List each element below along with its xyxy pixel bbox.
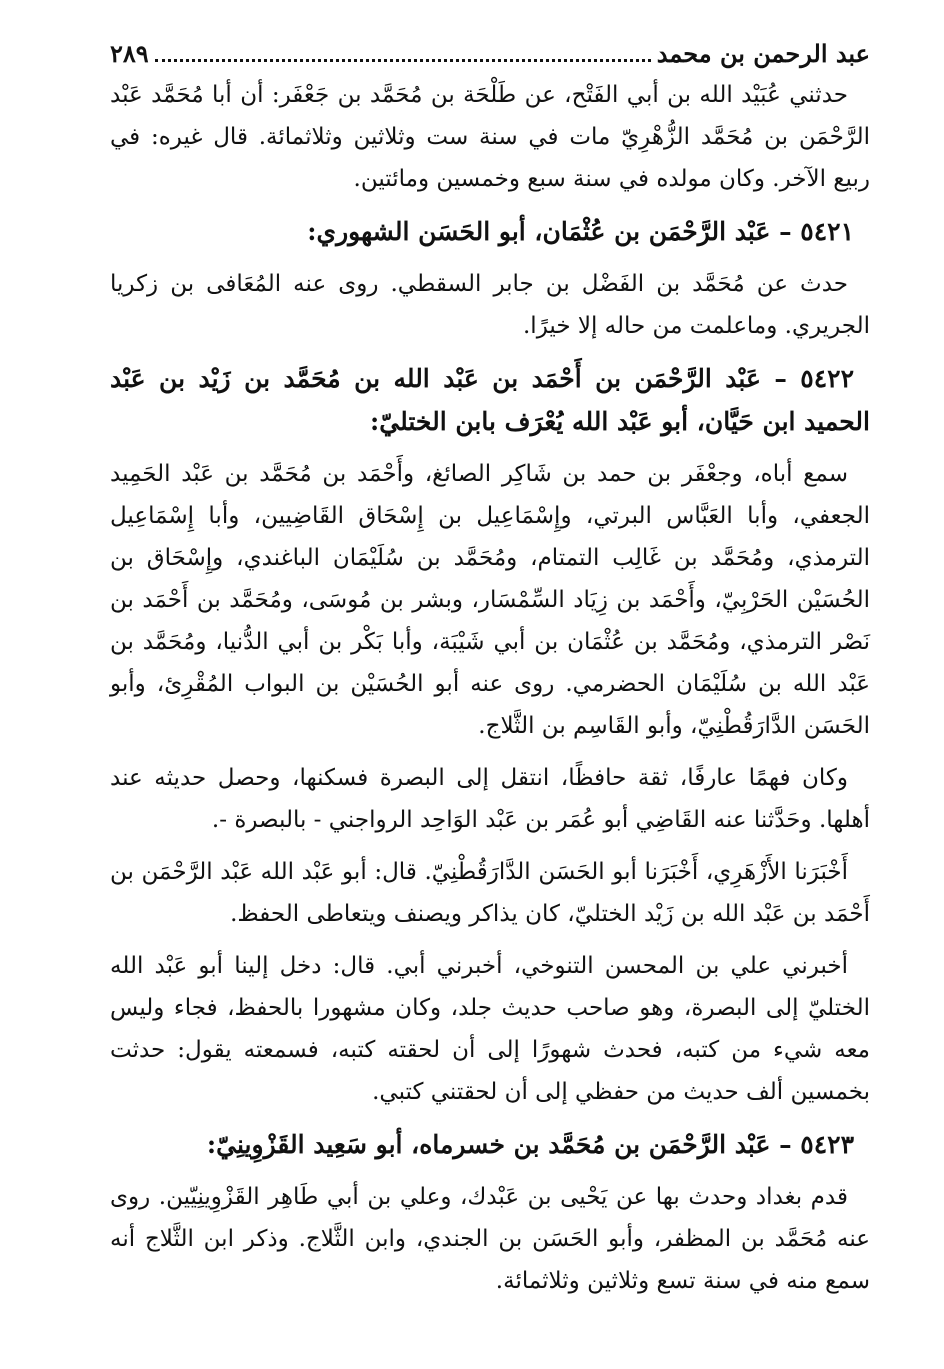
paragraph-5: أَخْبَرَنا الأَزْهَرِي، أَخْبَرَنا أبو الحَسَن الدَّارَقُطْنِيّ. قال: أبو عَبْد الله عَبْد الرَّحْمَن بن أَحْمَد بن عَبْد الله بن زَيْد الختليّ، كان يذاكر ويصنف ويتعاطى الحفظ.	[110, 859, 870, 927]
paragraph-7: قدم بغداد وحدث بها عن يَحْيى بن عَبْدك، وعلي بن أبي طَاهِر القَزْوِينِيّين. روى عنه مُحَمَّد بن المظفر، وأبو الحَسَن بن الجندي، وابن الثَّلاج. وذكر ابن الثَّلاج أنه سمع منه في سنة تسع وثلاثين وثلاثمائة.	[110, 1184, 870, 1294]
entry-title-5422: ٥٤٢٢ – عَبْد الرَّحْمَن بن أَحْمَد بن عَبْد الله بن مُحَمَّد بن زَيْد بن عَبْد الحميد ابن حَيَّان، أبو عَبْد الله يُعْرَف بابن الختليّ:	[110, 364, 870, 436]
paragraph-6: أخبرني علي بن المحسن التنوخي، أخبرني أبي. قال: دخل إلينا أبو عَبْد الله الختليّ إلى البصرة، وهو صاحب حديث جلد، وكان مشهورا بالحفظ، فجاء وليس معه شيء من كتبه، فحدث شهورًا إلى أن لحقته كتبه، فسمعته يقول: حدثت بخمسين ألف حديث من حفظي إلى أن لحقتني كتبي.	[110, 953, 870, 1105]
running-title: عبد الرحمن بن محمد	[656, 39, 870, 68]
paragraph-4: وكان فهمًا عارفًا، ثقة حافظًا، انتقل إلى البصرة فسكنها، وحصل حديثه عند أهلها. وحَدَّثنا عنه القَاضِي أبو عُمَر بن عَبْد الوَاحِد الرواجني - بالبصرة -.	[110, 765, 870, 833]
page-number: ٢٨٩	[110, 39, 149, 68]
paragraph-3: سمع أباه، وجعْفَر بن حمد بن شَاكِر الصائغ، وأَحْمَد بن مُحَمَّد بن عَبْد الحَمِيد الجعفي، وأبا العَبَّاس البرتي، وإِسْمَاعِيل بن إِسْحَاق القَاضِيين، وأبا إِسْمَاعِيل الترمذي، ومُحَمَّد بن غَالِب التمتام، ومُحَمَّد بن سُلَيْمَان الباغندي، وإِسْحَاق بن الحُسَيْن الحَرْبِيّ، وأَحْمَد بن زِيَاد السِّمْسَار، وبشر بن مُوسَى، ومُحَمَّد بن أَحْمَد بن نَصْر الترمذي، ومُحَمَّد بن عُثْمَان بن أبي شَيْبَة، وأبا بَكْر بن أبي الدُّنيا، ومُحَمَّد بن عَبْد الله بن سُلَيْمَان الحضرمي. روى عنه أبو الحُسَيْن بن البواب المُقْرِئ، وأبو الحَسَن الدَّارَقُطْنِيّ، وأبو القَاسِم بن الثَّلاج.	[110, 461, 870, 739]
entry-title-5421: ٥٤٢١ – عَبْد الرَّحْمَن بن عُثْمَان، أبو الحَسَن الشهوري:	[307, 217, 854, 246]
page-header	[110, 34, 870, 74]
paragraph-1: حدثني عُبَيْد الله بن أبي الفَتْح، عن طَلْحَة بن مُحَمَّد بن جَعْفَر: أن أبا مُحَمَّد عَبْد الرَّحْمَن بن مُحَمَّد الزُّهْرِيّ مات في سنة ست وثلاثين وثلاثمائة. قال غيره: في ربيع الآخر. وكان مولده في سنة سبع وخمسين ومائتين.	[110, 82, 870, 192]
leader-dots	[155, 59, 651, 62]
book-page	[110, 34, 870, 1312]
entry-title-5423: ٥٤٢٣ – عَبْد الرَّحْمَن بن مُحَمَّد بن خسرماه، أبو سَعِيد القَزْوِينِيّ:	[206, 1130, 854, 1159]
paragraph-2: حدث عن مُحَمَّد بن الفَضْل بن جابر السقطي. روى عنه المُعَافى بن زكريا الجريري. وماعلمت من حاله إلا خيرًا.	[110, 271, 870, 339]
